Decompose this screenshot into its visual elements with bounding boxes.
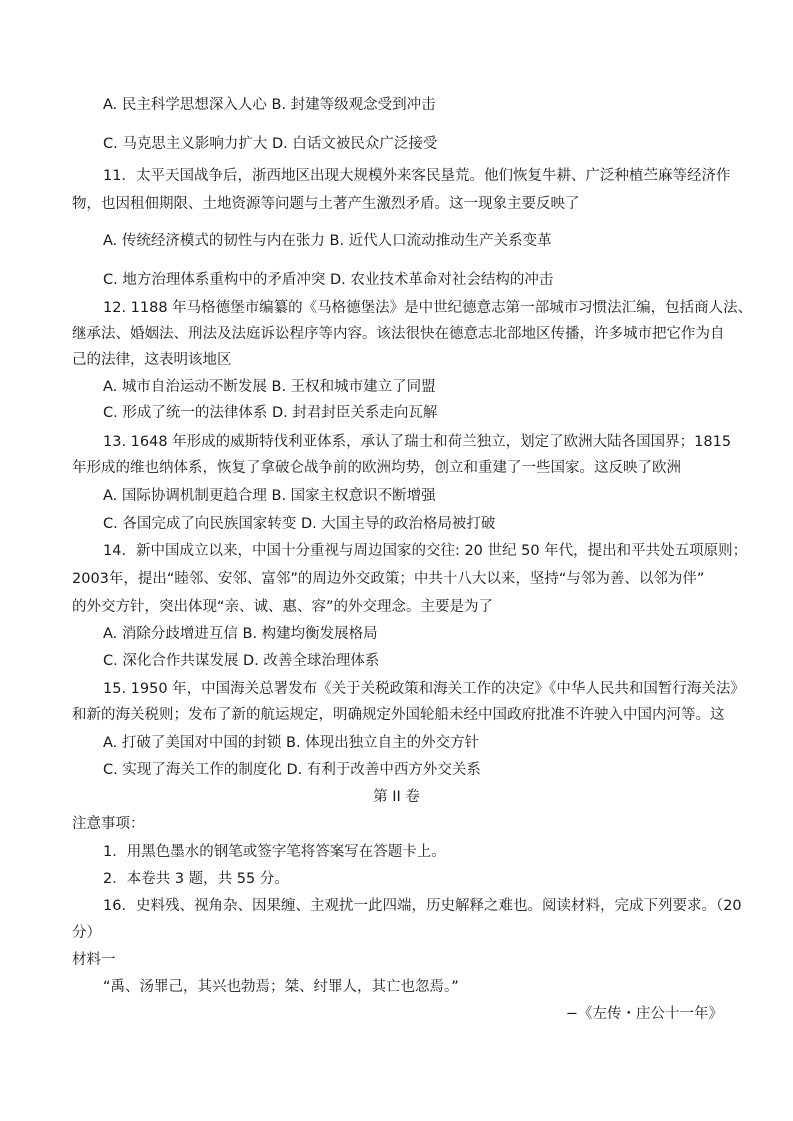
question-16-stem: 分） <box>72 925 101 941</box>
material-source: −《左传・庄公十一年》 <box>565 1006 723 1022</box>
question-11-stem: 11．太平天国战争后，浙西地区出现大规模外来客民垦荒。他们恢复牛耕、广泛种植苎麻等经济作 <box>103 168 731 184</box>
question-14-stem: 2003年，提出“睦邻、安邻、富邻”的周边外交政策；中共十八大以来，坚持“与邻为善、以邻为伴” <box>72 571 705 587</box>
option-line: A. 国际协调机制更趋合理 B. 国家主权意识不断增强 <box>103 488 436 504</box>
question-12-stem: 己的法律，这表明该地区 <box>72 352 232 368</box>
option-line: C. 马克思主义影响力扩大 D. 白话文被民众广泛接受 <box>103 136 438 152</box>
option-line: A. 传统经济模式的韧性与内在张力 B. 近代人口流动推动生产关系变革 <box>103 233 552 249</box>
option-line: C. 形成了统一的法律体系 D. 封君封臣关系走向瓦解 <box>103 405 438 421</box>
question-15-stem: 和新的海关税则；发布了新的航运规定，明确规定外国轮船未经中国政府批准不许驶入中国内河等。这 <box>72 707 725 723</box>
question-13-stem: 13. 1648 年形成的威斯特伐利亚体系，承认了瑞士和荷兰独立，划定了欧洲大陆各国国界；1815 <box>103 434 732 450</box>
question-13-stem: 年形成的维也纳体系，恢复了拿破仑战争前的欧洲均势，创立和重建了一些国家。这反映了欧洲 <box>72 460 681 476</box>
option-line: C. 深化合作共谋发展 D. 改善全球治理体系 <box>103 653 380 669</box>
notice-heading: 注意事项： <box>72 816 145 832</box>
material-heading: 材料一 <box>72 952 116 968</box>
question-14-stem: 的外交方针，突出体现“亲、诚、惠、容”的外交理念。主要是为了 <box>72 599 494 615</box>
section-title: 第 II 卷 <box>373 789 420 805</box>
option-line: A. 城市自治运动不断发展 B. 王权和城市建立了同盟 <box>103 379 436 395</box>
question-14-stem: 14．新中国成立以来，中国十分重视与周边国家的交往: 20 世纪 50 年代，提出和平共处五项原则； <box>103 543 748 559</box>
question-12-stem: 继承法、婚姻法、刑法及法庭诉讼程序等内容。该法很快在德意志北部地区传播，许多城市把它作为自 <box>72 326 725 342</box>
notice-item: 2．本卷共 3 题，共 55 分。 <box>103 871 289 887</box>
question-16-stem: 16．史料残、视角杂、因果缠、主观扰一此四端，历史解释之难也。阅读材料，完成下列要求。（20 <box>103 898 742 914</box>
question-15-stem: 15. 1950 年，中国海关总署发布《关于关税政策和海关工作的决定》《中华人民共和国暂行海关法》 <box>103 681 745 697</box>
option-line: C. 实现了海关工作的制度化 D. 有利于改善中西方外交关系 <box>103 762 481 778</box>
notice-item: 1．用黑色墨水的钢笔或签字笔将答案写在答题卡上。 <box>103 844 446 860</box>
option-line: C. 地方治理体系重构中的矛盾冲突 D. 农业技术革命对社会结构的冲击 <box>103 272 554 288</box>
option-line: A. 消除分歧增进互信 B. 构建均衡发展格局 <box>103 626 378 642</box>
option-line: A. 民主科学思想深入人心 B. 封建等级观念受到冲击 <box>103 97 436 113</box>
option-line: C. 各国完成了向民族国家转变 D. 大国主导的政治格局被打破 <box>103 516 496 532</box>
option-line: A. 打破了美国对中国的封锁 B. 体现出独立自主的外交方针 <box>103 735 480 751</box>
question-11-stem: 物，也因租佃期限、土地资源等问题与土著产生激烈矛盾。这一现象主要反映了 <box>72 196 580 212</box>
question-12-stem: 12. 1188 年马格德堡市编纂的《马格德堡法》是中世纪德意志第一部城市习惯法汇编，包括商人法、 <box>103 300 753 316</box>
material-quote: “禹、汤罪己，其兴也勃焉；桀、纣罪人，其亡也忽焉。” <box>103 979 459 995</box>
